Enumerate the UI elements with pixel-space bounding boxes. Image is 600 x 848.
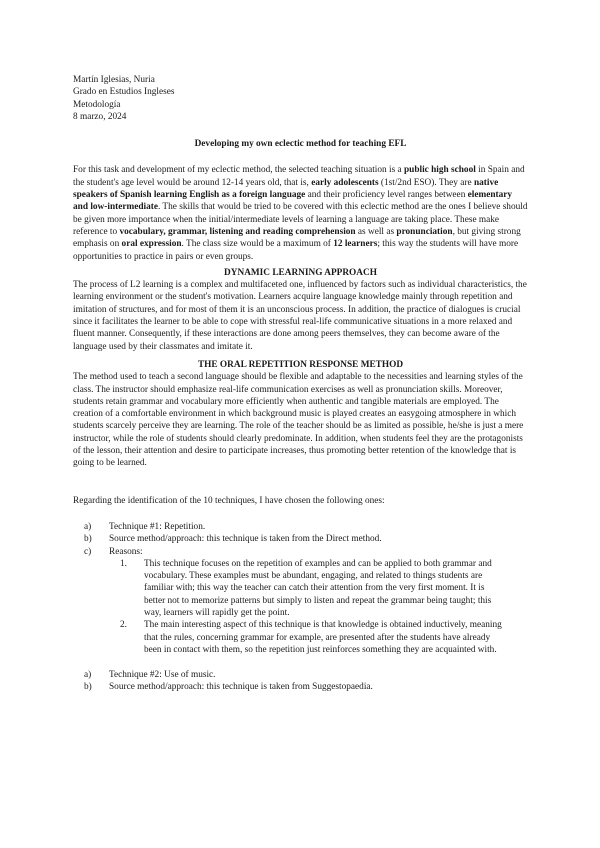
technique-1-reasons xyxy=(120,558,506,656)
list-spacer xyxy=(73,656,528,669)
dynamic-learning-heading: DYNAMIC LEARNING APPROACH xyxy=(224,267,377,278)
oral-repetition-heading: THE ORAL REPETITION RESPONSE METHOD xyxy=(197,359,404,370)
list-item: b) Source method/approach: this technique is taken from Suggestopaedia. xyxy=(84,682,373,693)
list-item: 2. The main interesting aspect of this technique is that knowledge is obtained inductively, meaning that the rules, concerning grammar for example, are presented after the students have already been in contact with them, so the repetition just reinforces something they are acquainted with. xyxy=(120,620,502,655)
dynamic-learning-paragraph: The process of L2 learning is a complex and multifaceted one, influenced by factors such as individual characteristics, the learning environment or the student's motivation. Learners acquire language knowledge mainly through repetition and imitation of structures, and for most of them it is an unconscious process. In addition, the practice of dialogues is crucial since it facilitates the learner to be able to cope with stressful real-life communicative situations in a more relaxed and fluent manner. Consequently, if these interactions are done among peers themselves, they can become aware of the language used by their classmates and imitate it. xyxy=(73,280,527,352)
author-name: Martín Iglesias, Nuria xyxy=(73,75,155,85)
document-date: 8 marzo, 2024 xyxy=(73,111,127,122)
subject-name: Metodología xyxy=(73,99,121,110)
technique-2-list xyxy=(73,669,528,694)
intro-paragraph: For this task and development of my eclectic method, the selected teaching situation is a public high school in Spain and the student's age level would be around 12-14 years old, that is, early adolescents (1st/2nd ESO). They are native speakers of Spanish learning English as a foreign language and their proficiency level ranges between elementary and low-intermediate. The skills that would be tried to be covered with this eclectic method are the ones I believe should be given more importance when the initial/intermediate levels of learning a language are taking place. These make reference to vocabulary, grammar, listening and reading comprehension as well as pronunciation, but giving strong emphasis on oral expression. The class size would be a maximum of 12 learners; this way the students will have more opportunities to practice in pairs or even groups. xyxy=(73,165,528,262)
list-item: 1. This technique focuses on the repetition of examples and can be applied to both grammar and vocabulary. These examples must be abundant, engaging, and related to things students are familiar with; this way the teacher can catch their attention from the very first moment. It is better not to memorize patterns but simply to listen and repeat the grammar being taught; this way, learners will rapidly get the point. xyxy=(120,558,492,618)
list-item: a) Technique #1: Repetition. xyxy=(84,521,206,532)
document-title: Developing my own eclectic method for teaching EFL xyxy=(194,139,407,150)
technique-1-list xyxy=(73,521,528,558)
list-item: b) Source method/approach: this technique is taken from the Direct method. xyxy=(84,534,382,545)
list-item: c) Reasons: xyxy=(84,546,143,557)
oral-repetition-paragraph: The method used to teach a second language should be flexible and adaptable to the necessities and learning styles of the class. The instructor should emphasize real-life communication exercises as well as pronunciation skills. Moreover, students retain grammar and vocabulary more efficiently when authentic and tangible materials are employed. The creation of a comfortable environment in which background music is played creates an easygoing atmosphere in which students scarcely perceive they are learning. The role of the teacher should be as limited as possible, he/she is just a mere instructor, while the role of students should clearly predominate. In addition, when students feel they are the protagonists of the lesson, their attention and desire to participate increases, thus promoting better retention of the knowledge that is going to be learned. xyxy=(73,372,524,469)
document-header xyxy=(73,74,528,123)
list-item: a) Technique #2: Use of music. xyxy=(84,670,216,681)
techniques-intro: Regarding the identification of the 10 techniques, I have chosen the following ones: xyxy=(73,495,385,506)
degree-name: Grado en Estudios Ingleses xyxy=(73,87,175,98)
